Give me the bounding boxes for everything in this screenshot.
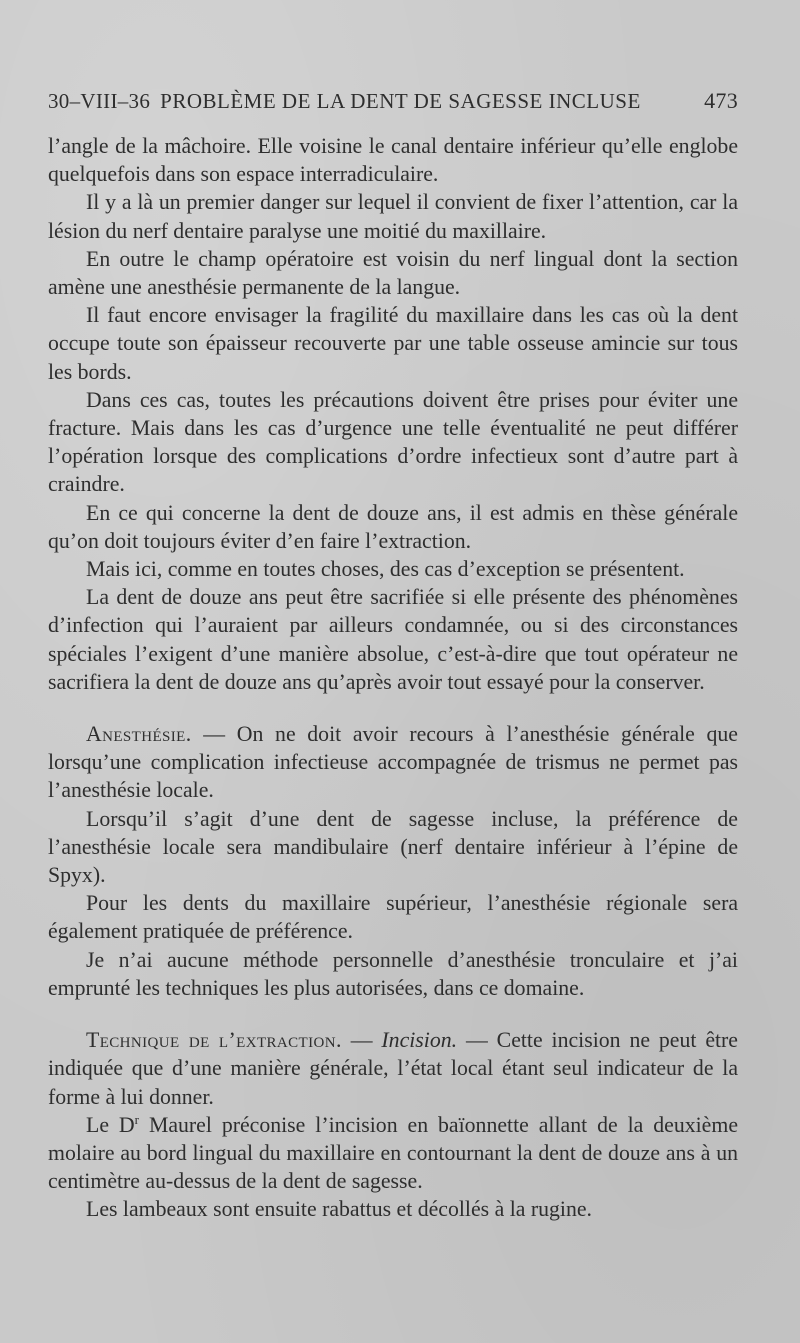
paragraph: En ce qui concerne la dent de douze ans, il est admis en thèse générale qu’on doit toujours éviter d’en faire l’extraction. (48, 500, 738, 553)
date-reference: 30–VIII–36 (48, 89, 151, 113)
running-head-left (48, 89, 641, 114)
incision-subheading: Incision. (381, 1028, 458, 1053)
paragraph: l’angle de la mâchoire. Elle voisine le canal dentaire inférieur qu’elle englobe quelquefois dans son espace interradiculaire. (48, 134, 738, 187)
anesthesie-heading: Anesthésie. (86, 722, 192, 747)
maurel-paragraph (48, 1111, 738, 1196)
doctor-superscript: r (134, 1111, 140, 1127)
paragraph: Je n’ai aucune méthode personnelle d’anesthésie tronculaire et j’ai emprunté les techniques les plus autorisées, dans ce domaine. (48, 947, 738, 1000)
book-page (48, 88, 738, 1224)
paragraph: Lorsqu’il s’agit d’une dent de sagesse incluse, la préférence de l’anesthésie locale sera mandibulaire (nerf dentaire inférieur à l’épine de Spyx). (48, 806, 738, 888)
anesthesie-section-lead (48, 720, 738, 805)
em-dash: — (191, 722, 237, 747)
running-title: PROBLÈME DE LA DENT DE SAGESSE INCLUSE (160, 89, 641, 113)
technique-lead-text: Cette incision ne peut être indiquée que d’une manière générale, l’état local étant seul indicateur de la forme à lui donner. (48, 1028, 738, 1109)
maurel-prefix: Le D (86, 1112, 135, 1137)
em-dash: — (457, 1028, 497, 1053)
paragraph: En outre le champ opératoire est voisin du nerf lingual dont la section amène une anesthésie permanente de la langue. (48, 246, 738, 300)
paragraph: Dans ces cas, toutes les précautions doivent être prises pour éviter une fracture. Mais dans les cas d’urgence une telle éventualité ne peut différer l’opération lorsque des complications d’ordre infectieux sont d’autre part à craindre. (48, 387, 738, 497)
maurel-text: Maurel préconise l’incision en baïonnette allant de la deuxième molaire au bord lingual du maxillaire en contournant la dent de douze ans à un centimètre au-dessus de la dent de sagesse. (48, 1112, 738, 1194)
paragraph: Pour les dents du maxillaire supérieur, l’anesthésie régionale sera également pratiquée de préférence. (48, 891, 738, 944)
body-text (48, 132, 738, 1224)
technique-heading: Technique de l’extraction. (86, 1028, 342, 1053)
page-number: 473 (704, 88, 738, 113)
paragraph: Il y a là un premier danger sur lequel il convient de fixer l’attention, car la lésion du nerf dentaire paralyse une moitié du maxillaire. (48, 190, 738, 243)
running-head (48, 88, 738, 118)
paragraph: Les lambeaux sont ensuite rabattus et décollés à la rugine. (86, 1197, 593, 1222)
paragraph: Mais ici, comme en toutes choses, des cas d’exception se présentent. (86, 557, 685, 582)
paragraph: La dent de douze ans peut être sacrifiée si elle présente des phénomènes d’infection qui l’auraient par ailleurs condamnée, ou si des circonstances spéciales l’exigent d’une manière absolue, c’est-à-dire que tout opérateur ne sacrifiera la dent de douze ans qu’après avoir tout essayé pour la conserver. (48, 585, 738, 694)
em-dash: — (341, 1028, 382, 1053)
paragraph: Il faut encore envisager la fragilité du maxillaire dans les cas où la dent occupe toute son épaisseur recouverte par une table osseuse amincie sur tous les bords. (48, 303, 738, 384)
anesthesie-lead-text: On ne doit avoir recours à l’anesthésie générale que lorsqu’une complication infectieuse accompagnée de trismus ne permet pas l’anesthésie locale. (48, 722, 738, 803)
technique-section-lead (48, 1026, 738, 1111)
